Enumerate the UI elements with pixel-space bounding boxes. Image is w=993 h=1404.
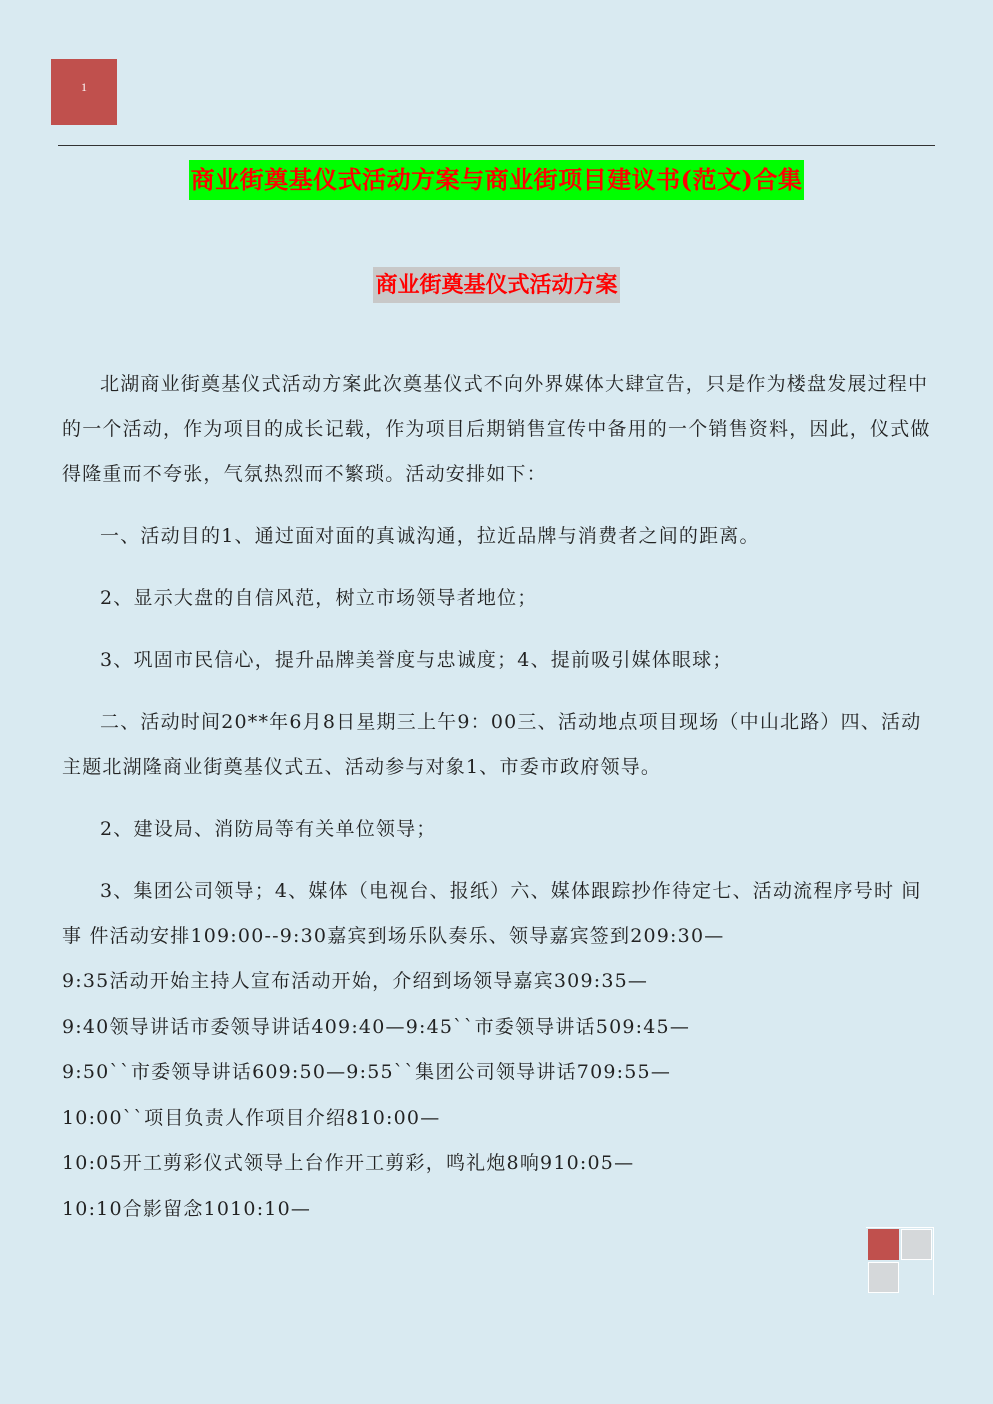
page-number-badge bbox=[51, 59, 117, 125]
corner-decoration-gray-right bbox=[901, 1229, 932, 1260]
schedule-line: 10:05开工剪彩仪式领导上台作开工剪彩，鸣礼炮8响910:05— bbox=[62, 1152, 635, 1174]
schedule-lines bbox=[62, 959, 932, 1232]
corner-decoration-red bbox=[868, 1229, 899, 1260]
schedule-line: 9:40领导讲话市委领导讲话409:40—9:45``市委领导讲话509:45— bbox=[62, 1015, 691, 1038]
corner-decoration-gray-bottom bbox=[868, 1262, 899, 1293]
schedule-line: 9:50``市委领导讲话609:50—9:55``集团公司领导讲话709:55— bbox=[62, 1061, 672, 1083]
document-title-text: 商业街奠基仪式活动方案与商业街项目建议书(范文)合集 bbox=[189, 160, 805, 200]
document-title bbox=[0, 160, 993, 200]
section-title bbox=[0, 267, 993, 303]
header-divider bbox=[58, 145, 935, 146]
paragraph-purpose-2: 2、显示大盘的自信风范，树立市场领导者地位； bbox=[100, 587, 538, 609]
paragraph-purpose-3: 3、巩固市民信心，提升品牌美誉度与忠诚度；4、提前吸引媒体眼球； bbox=[100, 649, 733, 671]
schedule-line: 10:10合影留念1010:10— bbox=[62, 1197, 312, 1220]
document-body bbox=[62, 362, 932, 1232]
paragraph-purpose-1: 一、活动目的1、通过面对面的真诚沟通，拉近品牌与消费者之间的距离。 bbox=[100, 525, 760, 547]
schedule-line: 10:00``项目负责人作项目介绍810:00— bbox=[62, 1106, 441, 1129]
section-title-text: 商业街奠基仪式活动方案 bbox=[373, 267, 619, 303]
paragraph-participants: 2、建设局、消防局等有关单位领导； bbox=[100, 818, 437, 840]
paragraph-time-location: 二、活动时间20**年6月8日星期三上午9：00三、活动地点项目现场（中山北路）四、活动主题北湖隆商业街奠基仪式五、活动参与对象1、市委市政府领导。 bbox=[62, 711, 922, 778]
paragraph-intro: 北湖商业街奠基仪式活动方案此次奠基仪式不向外界媒体大肆宣告，只是作为楼盘发展过程中的一个活动，作为项目的成长记载，作为项目后期销售宣传中备用的一个销售资料，因此，仪式做得隆重而不夸张，气氛热烈而不繁琐。活动安排如下： bbox=[62, 373, 931, 485]
page-number: 1 bbox=[81, 79, 87, 94]
schedule-line: 9:35活动开始主持人宣布活动开始，介绍到场领导嘉宾309:35— bbox=[62, 970, 649, 992]
paragraph-schedule: 3、集团公司领导；4、媒体（电视台、报纸）六、媒体跟踪抄作待定七、活动流程序号时 间事 件活动安排109:00--9:30嘉宾到场乐队奏乐、领导嘉宾签到209:30— bbox=[62, 880, 922, 947]
